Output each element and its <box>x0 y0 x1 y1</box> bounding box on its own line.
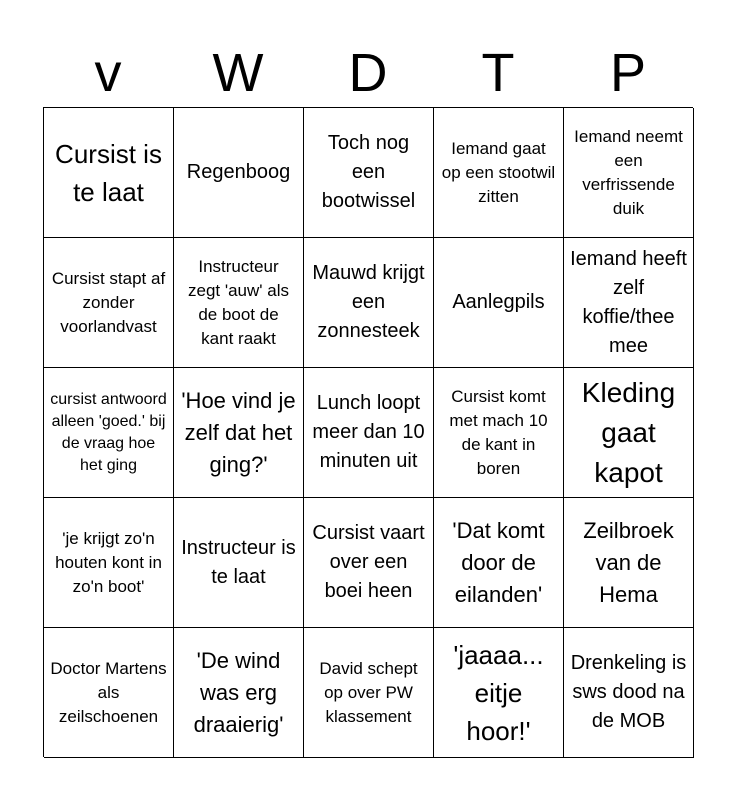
bingo-cell-r2c3[interactable] <box>304 238 434 368</box>
bingo-board <box>43 107 693 757</box>
bingo-cell-r4c1[interactable] <box>44 498 174 628</box>
cell-text: 'Dat komt door de eilanden' <box>452 517 545 607</box>
cell-text: Cursist vaart over een boei heen <box>312 522 425 602</box>
cell-text: David schept op over PW klassement <box>319 658 418 726</box>
cell-text: Cursist is te laat <box>55 138 162 207</box>
bingo-cell-r5c2[interactable] <box>174 628 304 758</box>
bingo-cell-r5c5[interactable] <box>564 628 694 758</box>
cell-text: Zeilbroek van de Hema <box>583 517 674 607</box>
bingo-cell-r1c5[interactable] <box>564 108 694 238</box>
cell-text: cursist antwoord alleen 'goed.' bij de vraag hoe het ging <box>50 390 167 474</box>
header-letter-4: T <box>481 43 515 103</box>
cell-text: 'je krijgt zo'n houten kont in zo'n boot' <box>55 528 162 596</box>
cell-text: Iemand gaat op een stootwil zitten <box>441 138 556 206</box>
bingo-cell-r4c2[interactable] <box>174 498 304 628</box>
bingo-cell-r5c1[interactable] <box>44 628 174 758</box>
header-letter-1: v <box>94 43 122 103</box>
header-letter-3: D <box>348 43 388 103</box>
bingo-cell-r3c2[interactable] <box>174 368 304 498</box>
cell-text: Toch nog een bootwissel <box>321 132 416 212</box>
bingo-cell-r1c4[interactable] <box>434 108 564 238</box>
cell-text: 'De wind was erg draaierig' <box>193 647 284 737</box>
header-letter-5: P <box>609 43 647 103</box>
bingo-cell-r5c4[interactable] <box>434 628 564 758</box>
bingo-cell-r3c3[interactable] <box>304 368 434 498</box>
bingo-cell-r4c5[interactable] <box>564 498 694 628</box>
cell-text: Drenkeling is sws dood na de MOB <box>570 652 687 732</box>
cell-text: Iemand heeft zelf koffie/thee mee <box>570 247 687 357</box>
bingo-cell-r1c3[interactable] <box>304 108 434 238</box>
bingo-cell-r4c4[interactable] <box>434 498 564 628</box>
cell-text: Regenboog <box>186 161 291 183</box>
bingo-cell-r2c2[interactable] <box>174 238 304 368</box>
bingo-cell-r3c1[interactable] <box>44 368 174 498</box>
bingo-cell-r2c4[interactable] <box>434 238 564 368</box>
cell-text: Iemand neemt een verfrissende duik <box>574 126 683 218</box>
cell-text: Lunch loopt meer dan 10 minuten uit <box>312 392 425 472</box>
bingo-cell-r3c5[interactable] <box>564 368 694 498</box>
cell-text: Mauwd krijgt een zonnesteek <box>312 262 425 342</box>
bingo-cell-r4c3[interactable] <box>304 498 434 628</box>
cell-text: 'jaaaa... eitje hoor!' <box>453 639 544 746</box>
bingo-cell-r2c5[interactable] <box>564 238 694 368</box>
cell-text: Kleding gaat kapot <box>581 376 676 488</box>
cell-text: Instructeur zegt 'auw' als de boot de kant raakt <box>188 256 289 348</box>
bingo-header <box>43 38 693 108</box>
cell-text: Aanlegpils <box>452 291 545 313</box>
bingo-cell-r5c3[interactable] <box>304 628 434 758</box>
bingo-cell-r1c2[interactable] <box>174 108 304 238</box>
cell-text: Cursist stapt af zonder voorlandvast <box>51 268 166 336</box>
cell-text: Instructeur is te laat <box>181 536 296 588</box>
header-letter-2: W <box>212 43 264 103</box>
bingo-cell-r1c1[interactable] <box>44 108 174 238</box>
bingo-cell-r2c1[interactable] <box>44 238 174 368</box>
cell-text: Cursist komt met mach 10 de kant in boren <box>449 386 548 478</box>
cell-text: 'Hoe vind je zelf dat het ging?' <box>181 387 296 477</box>
cell-text: Doctor Martens als zeilschoenen <box>50 658 167 726</box>
bingo-cell-r3c4[interactable] <box>434 368 564 498</box>
